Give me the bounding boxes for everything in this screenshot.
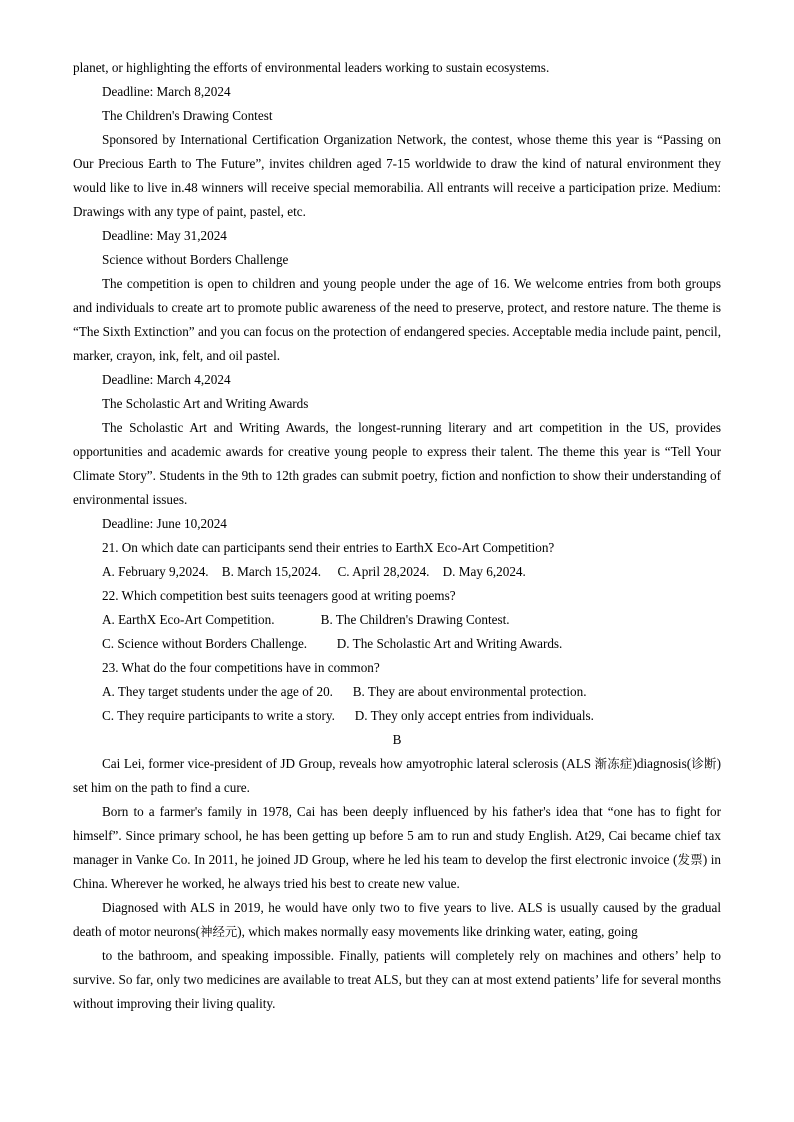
- page-content: [73, 56, 721, 1016]
- section-b-paragraph-3: [73, 896, 721, 944]
- paragraph-3-part-1: Diagnosed with ALS in 2019, he would have only two to five years to live. ALS is usually caused by the gradual death of motor neurons(: [73, 900, 721, 939]
- section-b-lead-paragraph: [73, 752, 721, 800]
- contest-title-science-without-borders: Science without Borders Challenge: [102, 252, 289, 267]
- deadline-scholastic-awards: Deadline: March 4,2024: [102, 372, 231, 387]
- contest-description-childrens-drawing: Sponsored by International Certification Organization Network, the contest, whose theme this year is “Passing on Our Precious Earth to The Future”, invites children aged 7-15 worldwide to draw the kind of natural environment they would like to live in.48 winners will receive special memorabilia. All entrants will receive a participation prize. Medium: Drawings with any type of paint, pastel, etc.: [73, 132, 721, 219]
- contest-title-childrens-drawing: The Children's Drawing Contest: [102, 108, 273, 123]
- deadline-science-without-borders: Deadline: May 31,2024: [102, 228, 227, 243]
- paragraph-3-part-2: ), which makes normally easy movements like drinking water, eating, going: [237, 924, 638, 939]
- section-marker-b: B: [392, 732, 402, 747]
- lead-text-part-3: ) set him on the path to find a cure.: [73, 756, 722, 795]
- contest-description-science-without-borders: The competition is open to children and young people under the age of 16. We welcome entries from both groups and individuals to create art to promote public awareness of the need to preserve, protect, and restore nature. The theme is “The Sixth Extinction” and you can focus on the protection of endangered species. Acceptable media include paint, pencil, marker, crayon, ink, felt, and oil pastel.: [73, 276, 721, 363]
- paragraph-3-cjk-neuron-term: 神经元: [200, 924, 238, 939]
- lead-text-part-1: Cai Lei, former vice-president of JD Group, reveals how amyotrophic lateral sclerosis (ALS: [102, 756, 595, 771]
- lead-cjk-diagnosis-term: 诊断: [691, 756, 717, 771]
- question-22-options-row-2[interactable]: C. Science without Borders Challenge. D. The Scholastic Art and Writing Awards.: [102, 636, 563, 651]
- question-22-options-row-1[interactable]: A. EarthX Eco-Art Competition. B. The Children's Drawing Contest.: [102, 612, 510, 627]
- paragraph-2-part-1: Born to a farmer's family in 1978, Cai has been deeply influenced by his father's idea that “one has to fight for himself”. Since primary school, he has been getting up before 5 am to run and study English. At29, Cai became chief tax manager in Vanke Co. In 2011, he joined JD Group, where he led his team to develop the first electronic invoice (: [73, 804, 721, 867]
- section-b-paragraph-2: [73, 800, 721, 896]
- question-23-options-row-2[interactable]: C. They require participants to write a story. D. They only accept entries from individuals.: [102, 708, 594, 723]
- lead-text-part-2: )diagnosis(: [632, 756, 692, 771]
- lead-cjk-als-term: 渐冻症: [594, 756, 633, 771]
- contest-description-scholastic-awards: The Scholastic Art and Writing Awards, the longest-running literary and art competition in the US, provides opportunities and academic awards for creative young people to express their talent. The theme this year is “Tell Your Climate Story”. Students in the 9th to 12th grades can submit poetry, fiction and nonfiction to show their understanding of environmental issues.: [73, 420, 721, 507]
- paragraph-2-cjk-invoice-term: 发票: [677, 852, 703, 867]
- section-b-paragraph-4: to the bathroom, and speaking impossible. Finally, patients will completely rely on machines and others’ help to survive. So far, only two medicines are available to treat ALS, but they can at most extend patients’ life for several months without improving their living quality.: [73, 948, 721, 1011]
- question-23-options-row-1[interactable]: A. They target students under the age of 20. B. They are about environmental protection.: [102, 684, 587, 699]
- deadline-childrens-drawing: Deadline: March 8,2024: [102, 84, 231, 99]
- contest-title-scholastic-awards: The Scholastic Art and Writing Awards: [102, 396, 309, 411]
- paragraph-2-part-2: ) in China. Wherever he worked, he always tried his best to create new value.: [73, 852, 722, 891]
- question-21-stem: 21. On which date can participants send their entries to EarthX Eco-Art Competition?: [102, 540, 555, 555]
- continued-paragraph: planet, or highlighting the efforts of environmental leaders working to sustain ecosystems.: [73, 60, 550, 75]
- question-23-stem: 23. What do the four competitions have in common?: [102, 660, 380, 675]
- deadline-final: Deadline: June 10,2024: [102, 516, 227, 531]
- question-22-stem: 22. Which competition best suits teenagers good at writing poems?: [102, 588, 456, 603]
- question-21-options-row-1[interactable]: A. February 9,2024. B. March 15,2024. C. April 28,2024. D. May 6,2024.: [102, 564, 526, 579]
